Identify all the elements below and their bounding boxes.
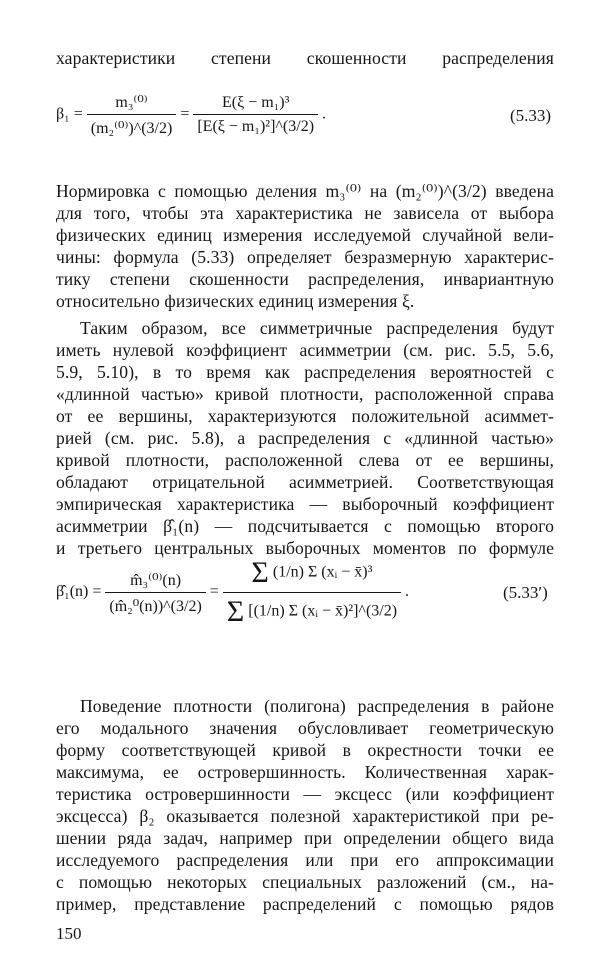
sum-symbol: Σ bbox=[251, 556, 269, 589]
text-line-last: пример, представление распределений с помощью рядов bbox=[56, 894, 554, 914]
text-line: эксцесса) β₂ оказывается полезной характеристикой при ре- bbox=[56, 806, 554, 826]
sum-symbol: Σ bbox=[226, 595, 245, 628]
eq-fraction-1 bbox=[105, 570, 205, 616]
eq-period: . bbox=[322, 105, 327, 123]
equation-5-33-prime: β̂₁(n) = $\frac{\text{m̂₃⁽⁰⁾(n)}}{\text{(m̂₂⁰(n))\textasciicircum{}(3/2)}}$ = $\frac{\text{Σ (1/n) Σ (xᵢ − x̄)³}}{\text{Σ [(1/n) Σ (xᵢ − x̄)²]\textasciicircum{}(3/2)}}$ . bbox=[56, 556, 410, 628]
text-line: с помощью некоторых специальных разложений (см., на- bbox=[56, 872, 554, 892]
page-number: 150 bbox=[56, 924, 82, 943]
text-line: шении ряда задач, например при определении общего вида bbox=[56, 828, 554, 848]
text-line: Нормировка с помощью деления m₃⁽⁰⁾ на (m₂⁽⁰⁾)^(3/2) введена bbox=[56, 181, 554, 201]
eq-denominator-2: [E(ξ − m₁)²]^(3/2) bbox=[197, 118, 315, 135]
eq-numerator-1: m₃⁽⁰⁾ bbox=[87, 92, 177, 115]
eq-fraction-1 bbox=[87, 92, 177, 138]
text-line: 5.9, 5.10), в то время как распределения вероятностей с bbox=[56, 362, 554, 382]
text-line: и третьего центральных выборочных моментов по формуле bbox=[56, 538, 554, 558]
equation-5-33 bbox=[56, 92, 326, 138]
text-line: кривой плотности, расположенной слева от ее вершины, bbox=[56, 450, 554, 470]
equation-label: (5.33′) bbox=[503, 583, 548, 602]
equation-label: (5.33) bbox=[510, 106, 552, 125]
eq-lhs: β₁ = bbox=[56, 105, 83, 123]
text-line: эмпирическая характеристика — выборочный коэффициент bbox=[56, 494, 554, 514]
text-line: теристика островершинности — эксцесс (или коэффициент bbox=[56, 784, 554, 804]
eq-numerator-2: Σ (1/n) Σ (xᵢ − x̄)³ bbox=[223, 560, 401, 593]
text-line: иметь нулевой коэффициент асимметрии (см. рис. 5.5, 5.6, bbox=[56, 340, 554, 360]
eq-denominator-1: (m₂⁽⁰⁾)^(3/2) bbox=[90, 120, 173, 137]
text-line: его модального значения обусловливает геометрическую bbox=[56, 718, 554, 738]
eq-denominator-2: Σ [(1/n) Σ (xᵢ − x̄)²]^(3/2) bbox=[226, 595, 398, 628]
text-line: для того, чтобы эта характеристика не зависела от выбора bbox=[56, 203, 554, 223]
text-line: максимума, ее островершинность. Количественная харак- bbox=[56, 762, 554, 782]
eq-fraction-2 bbox=[193, 94, 318, 136]
text-line: обладают отрицательной асимметрией. Соответствующая bbox=[56, 472, 554, 492]
text-line: исследуемого распределения или при его аппроксимации bbox=[56, 850, 554, 870]
text-line: Поведение плотности (полигона) распределения в районе bbox=[80, 696, 554, 716]
eq-numerator-2: E(ξ − m₁)³ bbox=[193, 94, 318, 115]
text-line: характеристики степени скошенности распределения bbox=[56, 48, 554, 68]
text-line: «длинной частью» кривой плотности, расположенной справа bbox=[56, 384, 554, 404]
text-line: рией (см. рис. 5.8), а распределения с «длинной частью» bbox=[56, 428, 554, 448]
eq-denominator-1: (m̂₂⁰(n))^(3/2) bbox=[109, 597, 202, 615]
eq-numerator-1: m̂₃⁽⁰⁾(n) bbox=[105, 570, 205, 593]
text-line: тику степени скошенности распределения, инвариантную bbox=[56, 269, 554, 289]
text-line: относительно физических единиц измерения ξ. bbox=[56, 291, 415, 311]
text-line: чины: формула (5.33) определяет безразмерную характерис- bbox=[56, 247, 554, 267]
text-line: форму соответствующей кривой в окрестности точки ее bbox=[56, 740, 554, 760]
eq-lhs: β̂₁(n) = bbox=[56, 583, 102, 601]
eq-equals: = bbox=[180, 105, 190, 123]
text-line: физических единиц измерения исследуемой случайной вели- bbox=[56, 225, 554, 245]
text-line: Таким образом, все симметричные распределения будут bbox=[80, 318, 554, 338]
text-line: асимметрии β̂₁(n) — подсчитывается с помощью второго bbox=[56, 516, 554, 536]
text-line: от ее вершины, характеризуются положительной асиммет- bbox=[56, 406, 554, 426]
